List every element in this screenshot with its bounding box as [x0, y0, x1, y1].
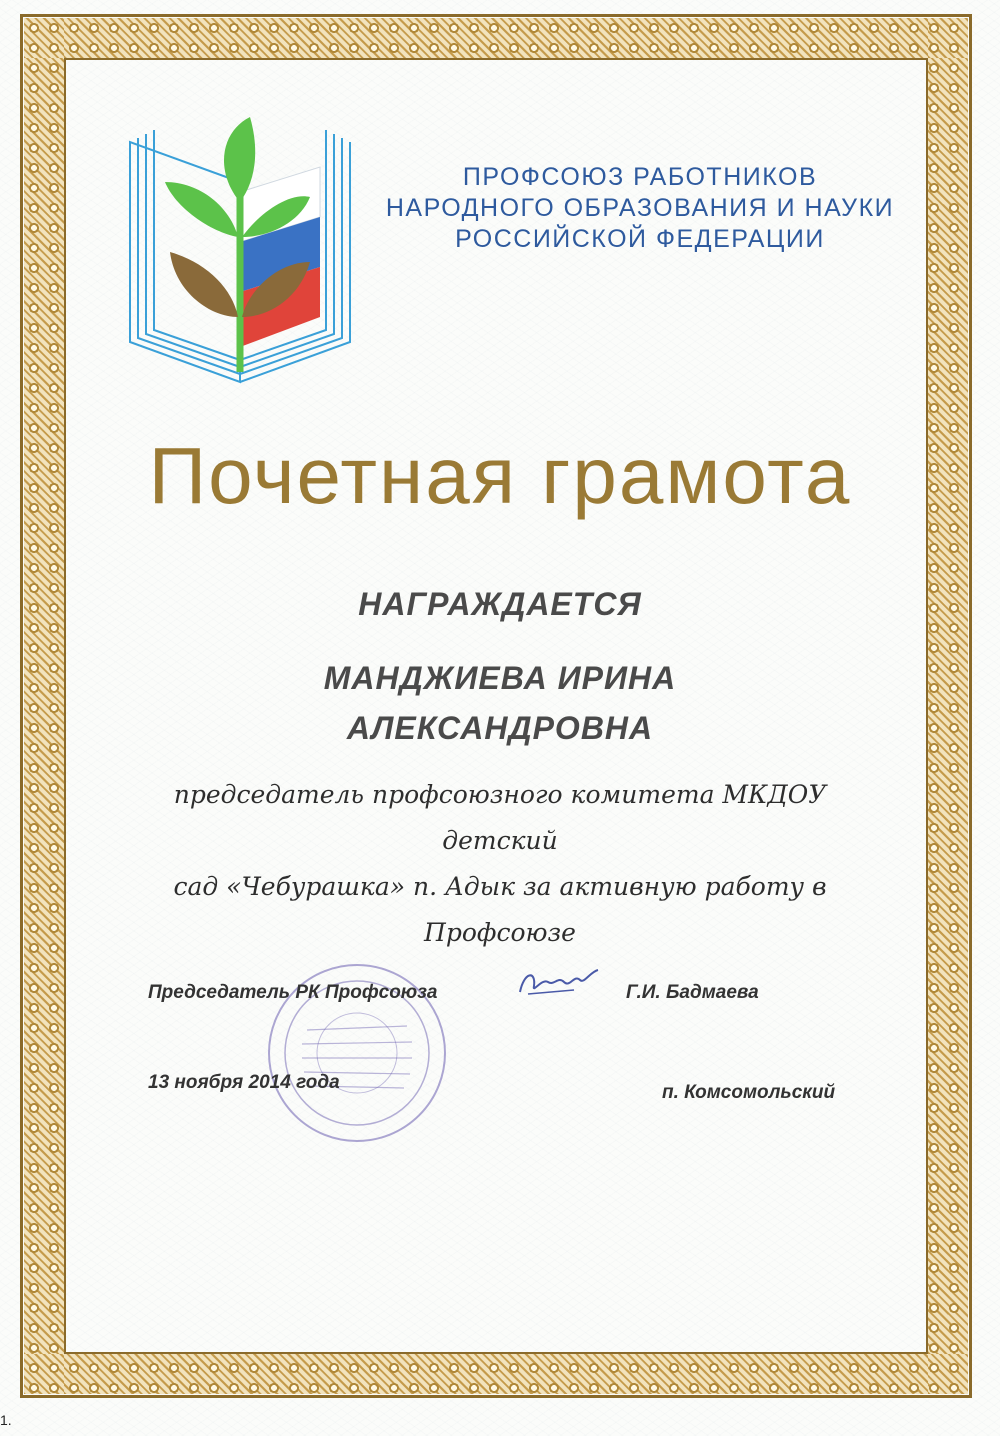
signatory-name: Г.И. Бадмаева: [626, 982, 759, 1003]
organization-name: [360, 162, 920, 255]
award-reason-line-1: председатель профсоюзного комитета МКДОУ детский: [173, 780, 827, 855]
organization-line-1: ПРОФСОЮЗ РАБОТНИКОВ: [462, 163, 818, 191]
recipient-name-line-2: АЛЕКСАНДРОВНА: [346, 710, 654, 746]
awarded-heading: НАГРАЖДАЕТСЯ: [358, 586, 642, 622]
trade-union-logo: [120, 112, 360, 402]
recipient-name-line-1: МАНДЖИЕВА ИРИНА: [323, 660, 677, 696]
organization-line-3: РОССИЙСКОЙ ФЕДЕРАЦИИ: [455, 225, 825, 253]
certificate-title: Почетная грамота: [148, 431, 852, 520]
organization-line-2: НАРОДНОГО ОБРАЗОВАНИЯ И НАУКИ: [385, 194, 895, 222]
award-reason: [120, 772, 880, 956]
award-reason-line-3: Профсоюзе: [424, 918, 576, 947]
corner-mark: 1.: [0, 1412, 12, 1428]
issue-date: 13 ноября 2014 года: [148, 1072, 340, 1093]
signatory-role: Председатель РК Профсоюза: [148, 982, 438, 1003]
handwritten-signature: [514, 964, 604, 1004]
issue-place: п. Комсомольский: [662, 1082, 836, 1103]
award-reason-line-2: сад «Чебурашка» п. Адык за активную работу в: [173, 872, 827, 901]
